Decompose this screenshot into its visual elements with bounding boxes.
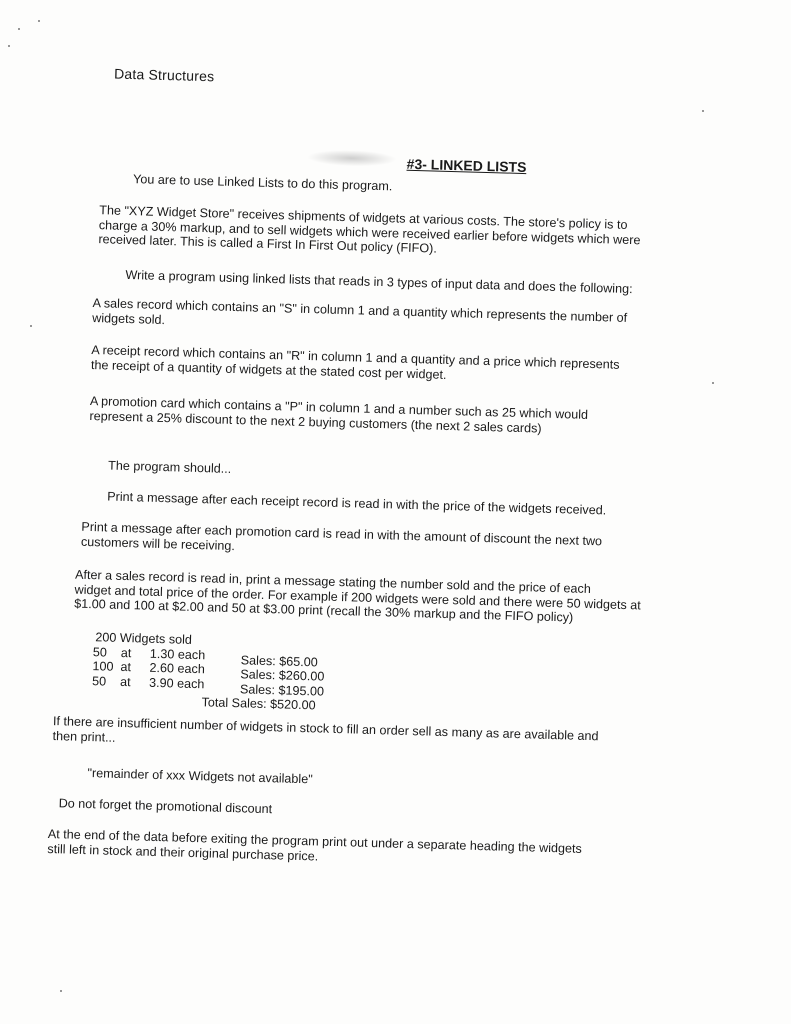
promotion-reminder: Do not forget the promotional discount: [58, 796, 273, 817]
example-at: at: [119, 674, 131, 689]
program-task-paragraph: Write a program using linked lists that reads in 3 types of input data and does the following:: [125, 267, 633, 297]
sales-example: [91, 630, 393, 715]
intro-paragraph: You are to use Linked Lists to do this program.: [132, 172, 393, 194]
scan-speck: [60, 990, 62, 992]
insufficient-stock-paragraph: If there are insufficient number of widgets in stock to fill an order sell as many as are available and then print...: [52, 714, 599, 745]
example-qty: 100: [92, 659, 114, 674]
example-at: at: [120, 659, 132, 675]
example-price: 1.30 each: [149, 646, 206, 662]
scan-speck: [18, 28, 20, 30]
document-body: [47, 40, 720, 864]
receipt-record-paragraph: A receipt record which contains an "R" in column 1 and a quantity and a price which represents the receipt of a quantity of widgets at the stated cost per widget.: [90, 342, 620, 382]
example-sales: Sales: $260.00: [240, 667, 325, 684]
example-qty: 50: [92, 644, 108, 660]
assignment-title: #3- LINKED LISTS: [406, 155, 527, 176]
promotion-message-paragraph: Print a message after each promotion card is read in with the amount of discount the next two customers will be receiving.: [80, 519, 603, 553]
sales-record-paragraph: A sales record which contains an "S" in column 1 and a quantity which represents the number of widgets sold.: [92, 296, 628, 327]
promotion-card-paragraph: A promotion card which contains a "P" in column 1 and a number such as 25 which would represent a 25% discount to the next 2 buying customers (the next 2 sales cards): [89, 393, 589, 436]
scan-speck: [30, 325, 32, 327]
example-price: 3.90 each: [148, 675, 205, 691]
example-total: Total Sales: $520.00: [201, 695, 316, 713]
example-price: 2.60 each: [149, 660, 206, 677]
example-qty: 50: [91, 673, 107, 689]
program-should-heading: The program should...: [107, 458, 232, 476]
example-at: at: [120, 645, 132, 660]
scan-smudge: [307, 149, 397, 168]
example-sales: Sales: $195.00: [239, 681, 325, 699]
receipt-message-paragraph: Print a message after each receipt record is read in with the price of the widgets received.: [107, 489, 607, 518]
scan-speck: [702, 110, 704, 112]
example-heading: 200 Widgets sold: [95, 630, 193, 647]
end-of-data-paragraph: At the end of the data before exiting the program print out under a separate heading the widgets still left in stock and their original purchase price.: [47, 826, 583, 864]
scan-speck: [8, 45, 10, 47]
scan-speck: [38, 20, 40, 22]
example-sales: Sales: $65.00: [240, 652, 318, 669]
scan-speck: [712, 382, 714, 384]
sales-message-paragraph: After a sales record is read in, print a message stating the number sold and the price of each widget and total price of the order. For example if 200 widgets were sold and there were 50 widgets at $1.00 and 100 at $2.00 and 50 at $3.00 print (recall the 30% markup and the FIFO policy): [74, 567, 641, 625]
remainder-message: "remainder of xxx Widgets not available": [87, 766, 313, 787]
store-policy-paragraph: The "XYZ Widget Store" receives shipments of widgets at various costs. The store's policy is to charge a 30% markup, and to sell widgets which were received earlier before widgets which were received later. This is called a First In First Out policy (FIFO).: [98, 203, 641, 256]
course-header: Data Structures: [113, 65, 215, 85]
